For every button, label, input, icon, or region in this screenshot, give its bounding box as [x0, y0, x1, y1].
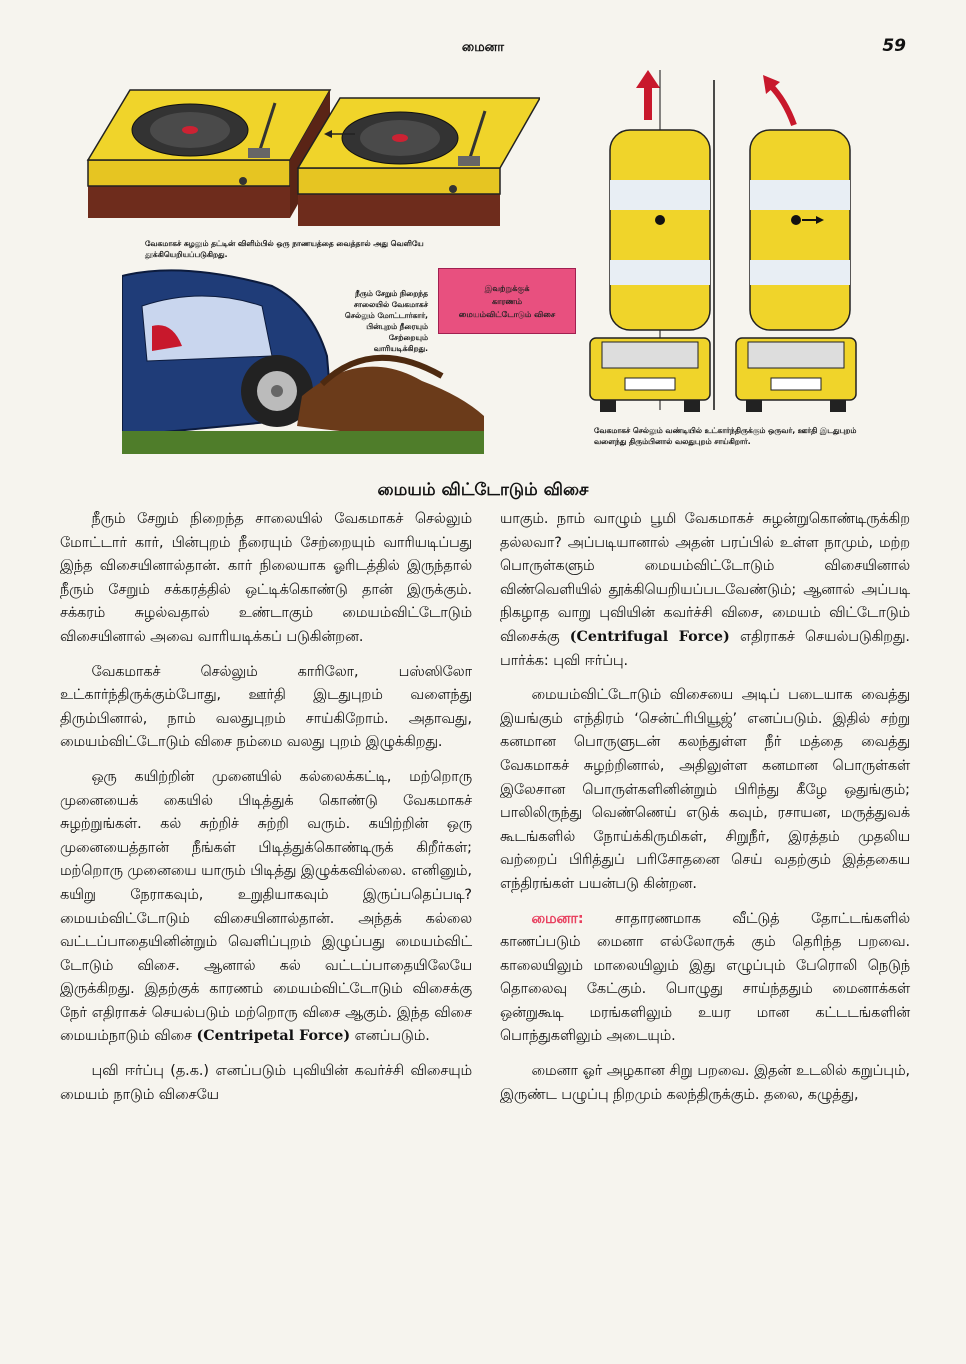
right-column	[500, 508, 910, 1118]
paragraph-text: யாகும். நாம் வாழும் பூமி வேகமாகச் சுழன்றுகொண்டிருக்கிற தல்லவா? அப்படியானால் அதன் பரப்பில் உள்ள நாமும், மற்ற பொருள்களும் மையம்விட்டோடும் விசையினால் விண்வெளியில் தூக்கியெறியப்படவேண்டும்; ஆனால் அப்படி நிகழாத வாறு புவியின் கவர்ச்சி விசை, மையம் விட்டோடும் விசைக்கு	[500, 511, 910, 645]
paragraph-text: சாதாரணமாக வீட்டுத் தோட்டங்களில் காணப்படும் மைனா எல்லோருக் கும் தெரிந்த பறவை. காலையிலும் மாலையிலும் இது எழுப்பும் பேரொலி நெடுந் தொலைவு கேட்கும். பொழுது சாய்ந்ததும் மைனாக்கள் ஒன்றுகூடி மரங்களிலும் உயர மான கட்டடங்களின் பொந்துகளிலும் அடையும்.	[500, 910, 910, 1045]
english-term: (Centrifugal Force)	[569, 628, 730, 645]
page-number: 59	[882, 36, 906, 56]
bus-caption: வேகமாகச் செல்லும் வண்டியில் உட்கார்ந்திருக்கும் ஒருவர், ஊர்தி இடதுபுறம் வளைந்து திரும்பினால் வலதுபுறம் சாய்கிறார்.	[594, 426, 857, 446]
pink-label-box	[438, 268, 576, 334]
vehicle-top-left	[610, 130, 710, 330]
section-title: மையம் விட்டோடும் விசை	[377, 480, 589, 500]
paragraph-text: எனப்படும்.	[350, 1028, 430, 1045]
turntable-caption: வேகமாகச் சுழலும் தட்டின் விளிம்பில் ஒரு நாணயத்தை வைத்தால் அது வெளியே தூக்கியெறியப்படுகிறது.	[145, 239, 424, 259]
turntable-right	[298, 98, 540, 226]
paragraph	[500, 508, 910, 673]
paragraph	[60, 766, 472, 1049]
car-illustration	[122, 266, 484, 454]
pink-label-line-1: இவற்றுக்குக்	[484, 283, 530, 293]
paragraph: புவி ஈர்ப்பு (த.க.) எனப்படும் புவியின் கவர்ச்சி விசையும் மையம் நாடும் விசையே	[60, 1063, 472, 1103]
paragraph: வேகமாகச் செல்லும் காரிலோ, பஸ்ஸிலோ உட்கார்ந்திருக்கும்போது, ஊர்தி இடதுபுறம் வளைந்து திரும்பினால், நாம் வலதுபுறம் சாய்கிறோம். அதாவது, மையம்விட்டோடும் விசை நம்மை வலது புறம் இழுக்கிறது.	[60, 663, 472, 751]
turntable-illustration	[80, 78, 540, 236]
entry-heading: மைனா:	[531, 910, 584, 927]
paragraph-text: எதிராகச் செயல்படுகிறது. பார்க்க: புவி ஈர்ப்பு.	[500, 628, 910, 669]
turntable-left	[88, 90, 330, 218]
vehicle-turn-diagram	[580, 70, 916, 422]
english-term: (Centripetal Force)	[196, 1028, 351, 1045]
paragraph	[500, 908, 910, 1050]
paragraph: மையம்விட்டோடும் விசையை அடிப் படையாக வைத்து இயங்கும் எந்திரம் ‘சென்ட்ரிபியூஜ்’ எனப்படும். இதில் சற்று கனமான பொருளுடன் கலந்துள்ள நீர் மத்தை வைத்து வேகமாகச் சுழற்றினால், அதிலுள்ள கனமான பொருள்கள் இலேசான பொருள்களினின்றும் பிரிந்து கீழே ஒதுங்கும்; பாலிலிருந்து வெண்ணெய் எடுக் கவும், ரசாயன, மருத்துவக் கூடங்களில் நோய்க்கிருமிகள், சிறுநீர், இரத்தம் முதலிய வற்றைப் பிரித்துப் பரிசோதனை செய் வதற்கும் இத்தகைய எந்திரங்கள் பயன்படு கின்றன.	[500, 687, 910, 892]
pink-label-line-2: காரணம்	[491, 296, 523, 306]
vehicle-rear-right	[736, 338, 856, 412]
left-column	[60, 508, 472, 1118]
running-head: மைனா	[461, 40, 505, 55]
paragraph-text: ஒரு கயிற்றின் முனையில் கல்லைக்கட்டி, மற்றொரு முனையைக் கையில் பிடித்துக் கொண்டு வேகமாகச் சுழற்றுங்கள். கல் சுற்றிச் சுற்றி வரும். கயிற்றின் ஒரு முனையைத்தான் நீங்கள் பிடித்துக்கொண்டிருக் கிறீர்கள்; மற்றொரு முனையை யாரும் பிடித்து இழுக்கவில்லை. எனினும், கயிறு நேராகவும், உறுதியாகவும் இருப்பதெப்படி? மையம்விட்டோடும் விசையினால்தான். அந்தக் கல்லை வட்டப்பாதையினின்றும் வெளிப்புறம் இழுப்பது மையம்விட் டோடும் விசை. ஆனால் கல் வட்டப்பாதையிலேயே இருக்கிறது. இதற்குக் காரணம் மையம்விட்டோடும் விசைக்கு நேர் எதிராகச் செயல்படும் மற்றொரு விசை ஆகும். இந்த விசை மையம்நாடும் விசை	[60, 768, 472, 1045]
paragraph: மைனா ஓர் அழகான சிறு பறவை. இதன் உடலில் கறுப்பும், இருண்ட பழுப்பு நிறமும் கலந்திருக்கும். தலை, கழுத்து,	[500, 1063, 910, 1103]
vehicle-top-right	[750, 130, 850, 330]
pink-label-line-3: மையம்விட்டோடும் விசை	[458, 309, 556, 319]
car-caption: நீரும் சேறும் நிறைந்த சாலையில் வேகமாகச் செல்லும் மோட்டார்கார், பின்புறம் நீரையும் சேற்றையும் வாரியடிக்கிறது.	[344, 289, 428, 353]
paragraph: நீரும் சேறும் நிறைந்த சாலையில் வேகமாகச் செல்லும் மோட்டார் கார், பின்புறம் நீரையும் சேற்றையும் வாரியடிப்பது இந்த விசையினால்தான். கார் நிலையாக ஓரிடத்தில் இருந்தால் நீரும் சேறும் சக்கரத்தில் ஒட்டிக்கொண்டு தான் இருக்கும். சக்கரம் சுழல்வதால் உண்டாகும் மையம்விட்டோடும் விசையினால் அவை வாரியடிக்கப் படுகின்றன.	[60, 511, 472, 645]
vehicle-rear-left	[590, 338, 710, 412]
